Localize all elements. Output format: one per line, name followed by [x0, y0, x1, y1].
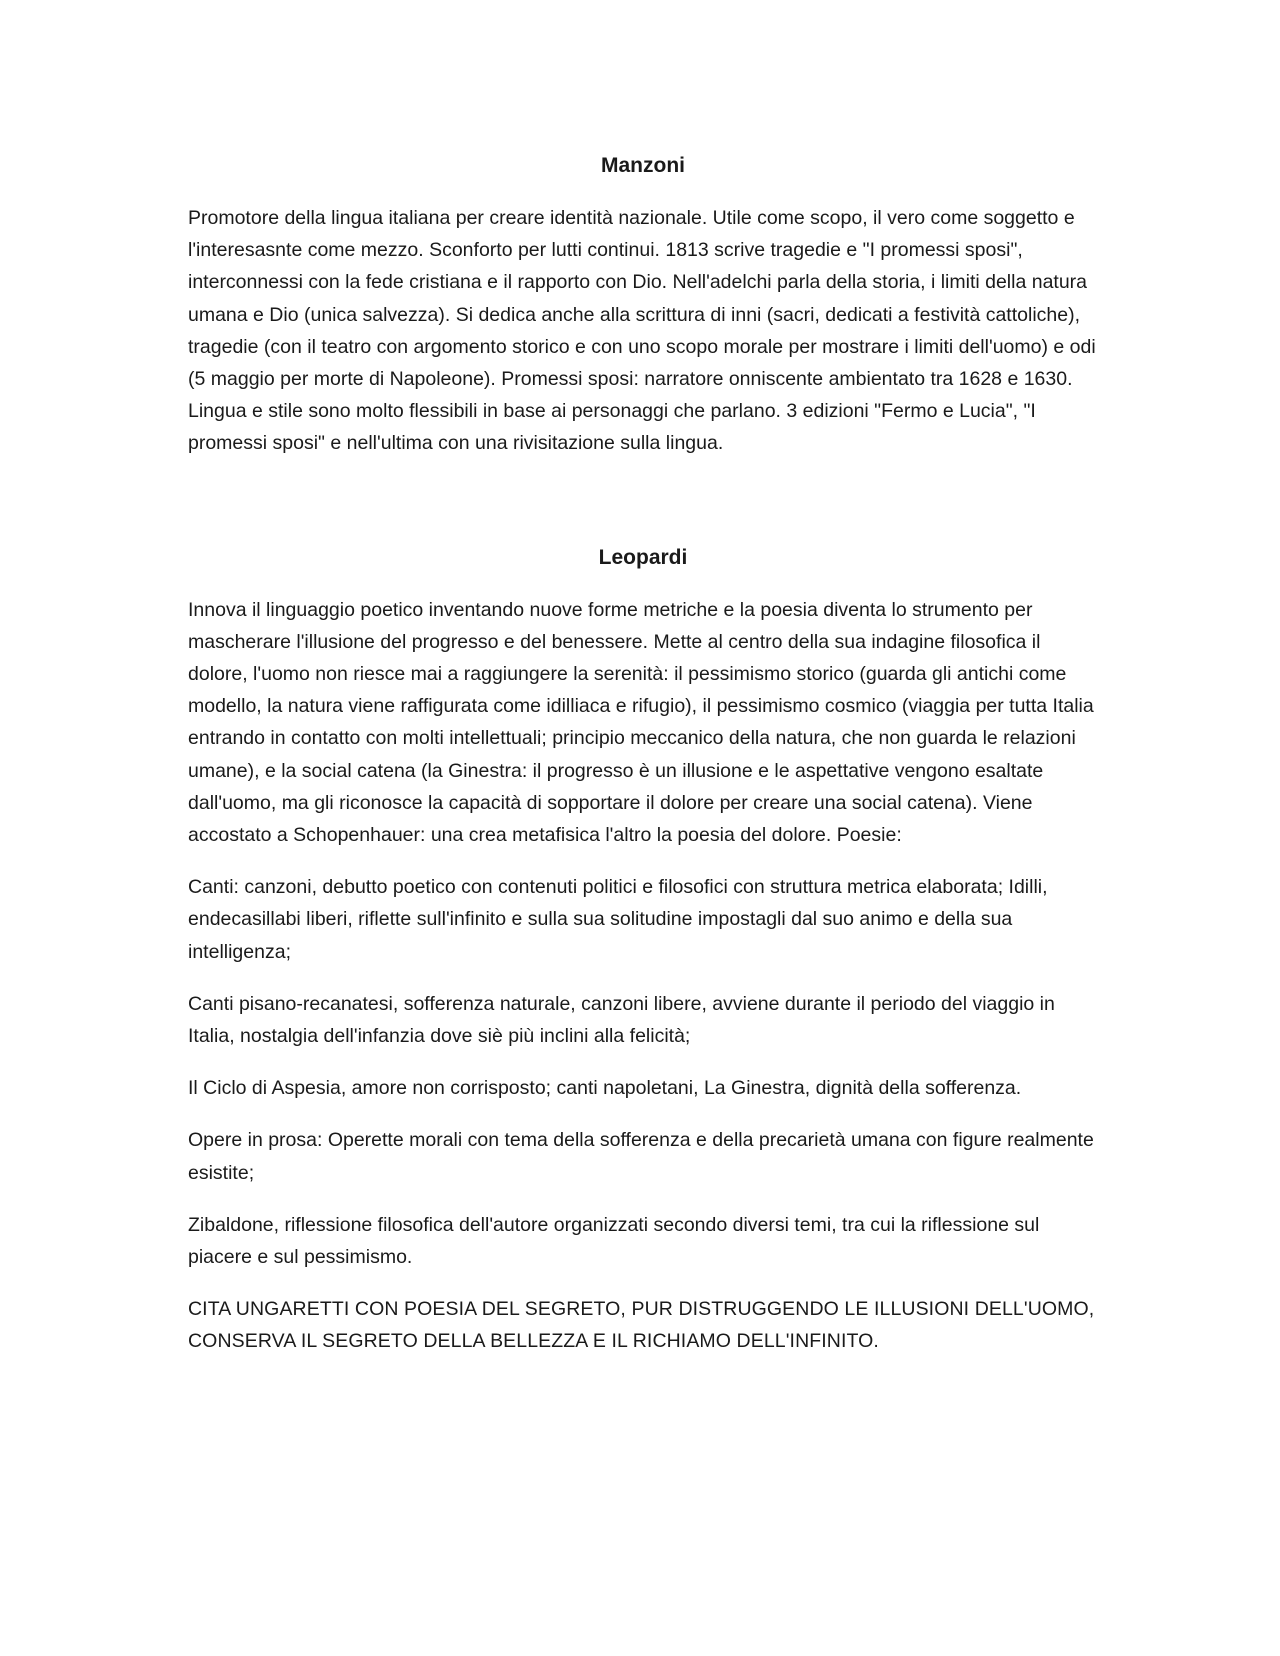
- section-title-leopardi: Leopardi: [598, 545, 688, 569]
- paragraph-leopardi-1: Innova il linguaggio poetico inventando nuove forme metriche e la poesia diventa lo strumento per mascherare l'illusione del progresso e del benessere. Mette al centro della sua indagine filosofica il dolore, l'uomo non riesce mai a raggiungere la serenità: il pessimismo storico (guarda gli antichi come modello, la natura viene raffigurata come idilliaca e rifugio), il pessimismo cosmico (viaggia per tutta Italia entrando in contatto con molti intellettuali; principio meccanico della natura, che non guarda le relazioni umane), e la social catena (la Ginestra: il progresso è un illusione e le aspettative vengono esaltate dall'uomo, ma gli riconosce la capacità di sopportare il dolore per creare una social catena). Viene accostato a Schopenhauer: una crea metafisica l'altro la poesia del dolore. Poesie:: [188, 598, 1094, 847]
- paragraph-manzoni-1: Promotore della lingua italiana per creare identità nazionale. Utile come scopo, il vero come soggetto e l'interesasnte come mezzo. Sconforto per lutti continui. 1813 scrive tragedie e "I promessi sposi", interconnessi con la fede cristiana e il rapporto con Dio. Nell'adelchi parla della storia, i limiti della natura umana e Dio (unica salvezza). Si dedica anche alla scrittura di inni (sacri, dedicati a festività cattoliche), tragedie (con il teatro con argomento storico e con uno scopo morale per mostrare i limiti dell'uomo) e odi (5 maggio per morte di Napoleone). Promessi sposi: narratore onniscente ambientato tra 1628 e 1630. Lingua e stile sono molto flessibili in base ai personaggi che parlano. 3 edizioni "Fermo e Lucia", "I promessi sposi" e nell'ultima con una rivisitazione sulla lingua.: [188, 207, 1096, 455]
- paragraph-leopardi-7: CITA UNGARETTI CON POESIA DEL SEGRETO, PUR DISTRUGGENDO LE ILLUSIONI DELL'UOMO, CONSERVA IL SEGRETO DELLA BELLEZZA E IL RICHIAMO DELL'INFINITO.: [188, 1298, 1095, 1353]
- document-page: [188, 150, 1098, 1358]
- paragraph-leopardi-2: Canti: canzoni, debutto poetico con contenuti politici e filosofici con struttura metrica elaborata; Idilli, endecasillabi liberi, riflette sull'infinito e sulla sua solitudine impostagli dal suo animo e della sua intelligenza;: [188, 876, 1048, 963]
- paragraph-leopardi-5: Opere in prosa: Operette morali con tema della sofferenza e della precarietà umana con figure realmente esistite;: [188, 1129, 1094, 1184]
- paragraph-leopardi-4: Il Ciclo di Aspesia, amore non corrisposto; canti napoletani, La Ginestra, dignità della sofferenza.: [188, 1077, 1022, 1100]
- paragraph-leopardi-6: Zibaldone, riflessione filosofica dell'autore organizzati secondo diversi temi, tra cui la riflessione sul piacere e sul pessimismo.: [188, 1213, 1040, 1269]
- paragraph-leopardi-3: Canti pisano-recanatesi, sofferenza naturale, canzoni libere, avviene durante il periodo del viaggio in Italia, nostalgia dell'infanzia dove siè più inclini alla felicità;: [188, 992, 1055, 1048]
- section-title-manzoni: Manzoni: [601, 154, 685, 177]
